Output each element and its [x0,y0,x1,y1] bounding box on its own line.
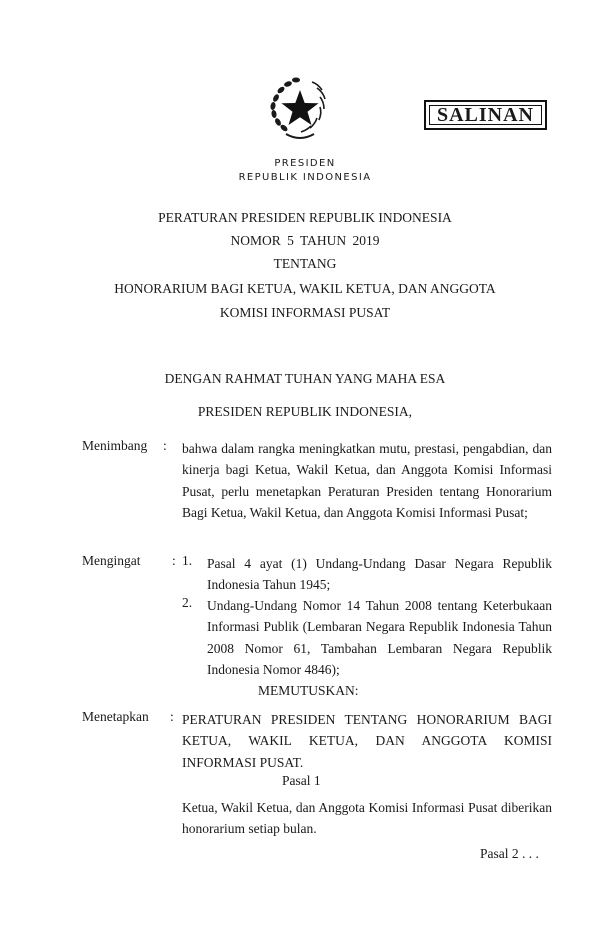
garuda-star-emblem-icon [262,68,338,144]
mengingat-label: Mengingat [82,553,141,568]
presiden-heading: PRESIDEN [274,158,336,169]
mengingat-section [82,553,562,677]
menimbang-colon: : [163,438,167,453]
preamble-presiden: PRESIDEN REPUBLIK INDONESIA, [197,404,413,419]
item-text: Undang-Undang Nomor 14 Tahun 2008 tentang Keterbukaan Informasi Publik (Lembaran Negara Republik Indonesia Tahun 2008 Nomor 61, Tambahan Lembaran Negara Republik Indonesia Nomor 4846); [207,598,552,677]
preamble-rahmat: DENGAN RAHMAT TUHAN YANG MAHA ESA [164,371,446,386]
menimbang-label: Menimbang [82,438,148,453]
item-number: 1. [182,553,193,568]
title-line-5: KOMISI INFORMASI PUSAT [219,305,391,320]
republik-heading: REPUBLIK INDONESIA [238,172,372,183]
salinan-stamp [424,100,547,130]
pasal-1-heading: Pasal 1 [282,773,321,788]
title-line-4: HONORARIUM BAGI KETUA, WAKIL KETUA, DAN ANGGOTA [114,281,496,296]
item-text: Pasal 4 ayat (1) Undang-Undang Dasar Negara Republik Indonesia Tahun 1945; [207,556,552,593]
title-line-1: PERATURAN PRESIDEN REPUBLIK INDONESIA [158,210,452,225]
next-page-indicator: Pasal 2 . . . [480,846,539,861]
title-line-2: NOMOR 5 TAHUN 2019 [230,233,380,248]
mengingat-colon: : [172,553,176,568]
menetapkan-text: PERATURAN PRESIDEN TENTANG HONORARIUM BAGI KETUA, WAKIL KETUA, DAN ANGGOTA KOMISI INFORMASI PUSAT. [182,712,552,770]
menimbang-text: bahwa dalam rangka meningkatkan mutu, prestasi, pengabdian, dan kinerja bagi Ketua, Wakil Ketua, dan Anggota Komisi Informasi Pusat, perlu menetapkan Peraturan Presiden tentang Honorarium Bagi Ketua, Wakil Ketua, dan Anggota Komisi Informasi Pusat; [182,441,552,520]
menimbang-section [82,438,562,548]
pasal-1-text: Ketua, Wakil Ketua, dan Anggota Komisi Informasi Pusat diberikan honorarium setiap bulan. [182,800,552,837]
menetapkan-colon: : [170,709,174,724]
memutuskan-heading: MEMUTUSKAN: [258,683,359,698]
item-number: 2. [182,595,193,610]
menetapkan-section [82,709,562,773]
menetapkan-label: Menetapkan [82,709,149,724]
salinan-label: SALINAN [436,103,535,126]
title-line-3: TENTANG [273,256,337,271]
